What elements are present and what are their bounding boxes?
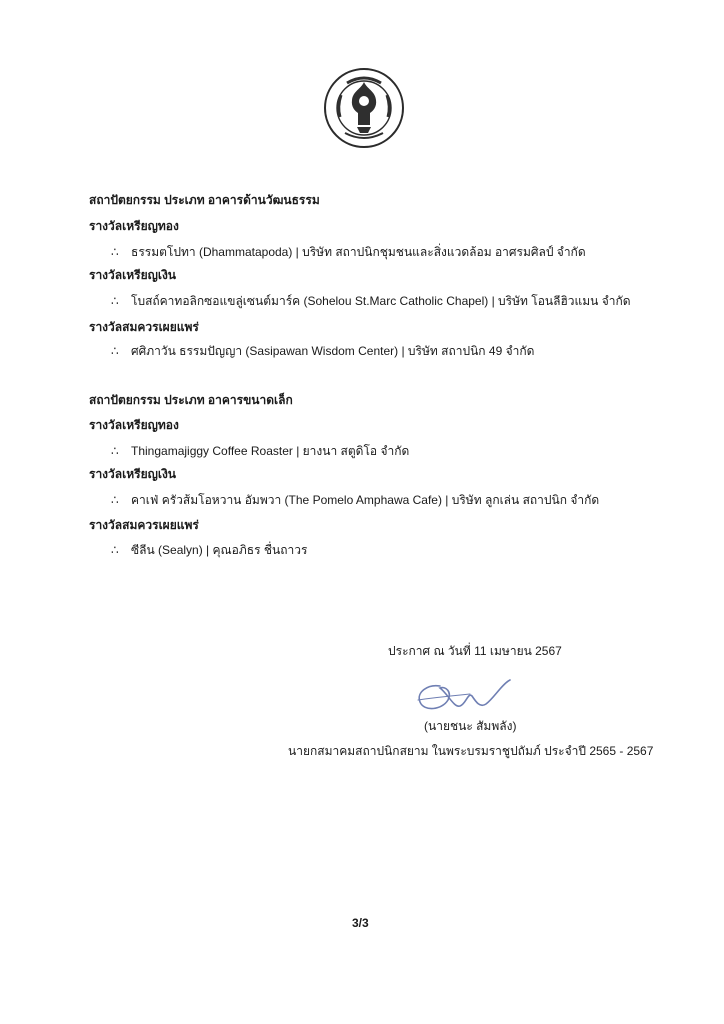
award-entry	[111, 442, 409, 461]
award-entry	[111, 541, 307, 560]
award-title-gold: รางวัลเหรียญทอง	[89, 219, 179, 233]
signer-position: นายกสมาคมสถาปนิกสยาม ในพระบรมราชูปถัมภ์ ประจำปี 2565 - 2567	[288, 744, 654, 758]
award-title-silver: รางวัลเหรียญเงิน	[89, 467, 177, 481]
therefore-bullet: ∴	[111, 493, 119, 507]
award-title-gold: รางวัลเหรียญทอง	[89, 418, 179, 432]
award-title-honorable: รางวัลสมควรเผยแพร่	[89, 518, 199, 532]
therefore-bullet: ∴	[111, 294, 119, 308]
entry-text: โบสถ์คาทอลิกซอแขลู่เซนต์มาร์ค (Sohelou St.Marc Catholic Chapel) | บริษัท โอนลีฮิวแมน จำกัด	[131, 294, 631, 308]
entry-text: Thingamajiggy Coffee Roaster | ยางนา สตูดิโอ จำกัด	[131, 444, 410, 458]
award-entry	[111, 342, 534, 361]
therefore-bullet: ∴	[111, 344, 119, 358]
entry-text: คาเฟ่ ครัวส้มโอหวาน อัมพวา (The Pomelo Amphawa Cafe) | บริษัท ลูกเล่น สถาปนิก จำกัด	[131, 493, 600, 507]
entry-text: ธรรมตโปทา (Dhammatapoda) | บริษัท สถาปนิกชุมชนและสิ่งแวดล้อม อาศรมศิลป์ จำกัด	[131, 245, 586, 259]
announcement-date: ประกาศ ณ วันที่ 11 เมษายน 2567	[388, 644, 562, 658]
award-entry	[111, 292, 631, 311]
signer-name: (นายชนะ สัมพลัง)	[424, 719, 517, 733]
therefore-bullet: ∴	[111, 245, 119, 259]
handwritten-signature	[410, 670, 520, 720]
entry-text: ซีลีน (Sealyn) | คุณอภิธร ชื่นถาวร	[131, 543, 308, 557]
association-seal-logo	[323, 67, 405, 149]
page-number: 3/3	[352, 916, 369, 930]
therefore-bullet: ∴	[111, 543, 119, 557]
award-title-honorable: รางวัลสมควรเผยแพร่	[89, 320, 199, 334]
entry-text: ศศิภาวัน ธรรมปัญญา (Sasipawan Wisdom Center) | บริษัท สถาปนิก 49 จำกัด	[131, 344, 535, 358]
section-title-small-building: สถาปัตยกรรม ประเภท อาคารขนาดเล็ก	[89, 393, 293, 407]
award-title-silver: รางวัลเหรียญเงิน	[89, 268, 177, 282]
section-title-cultural: สถาปัตยกรรม ประเภท อาคารด้านวัฒนธรรม	[89, 193, 320, 207]
therefore-bullet: ∴	[111, 444, 119, 458]
award-entry	[111, 491, 599, 510]
award-entry	[111, 243, 586, 262]
